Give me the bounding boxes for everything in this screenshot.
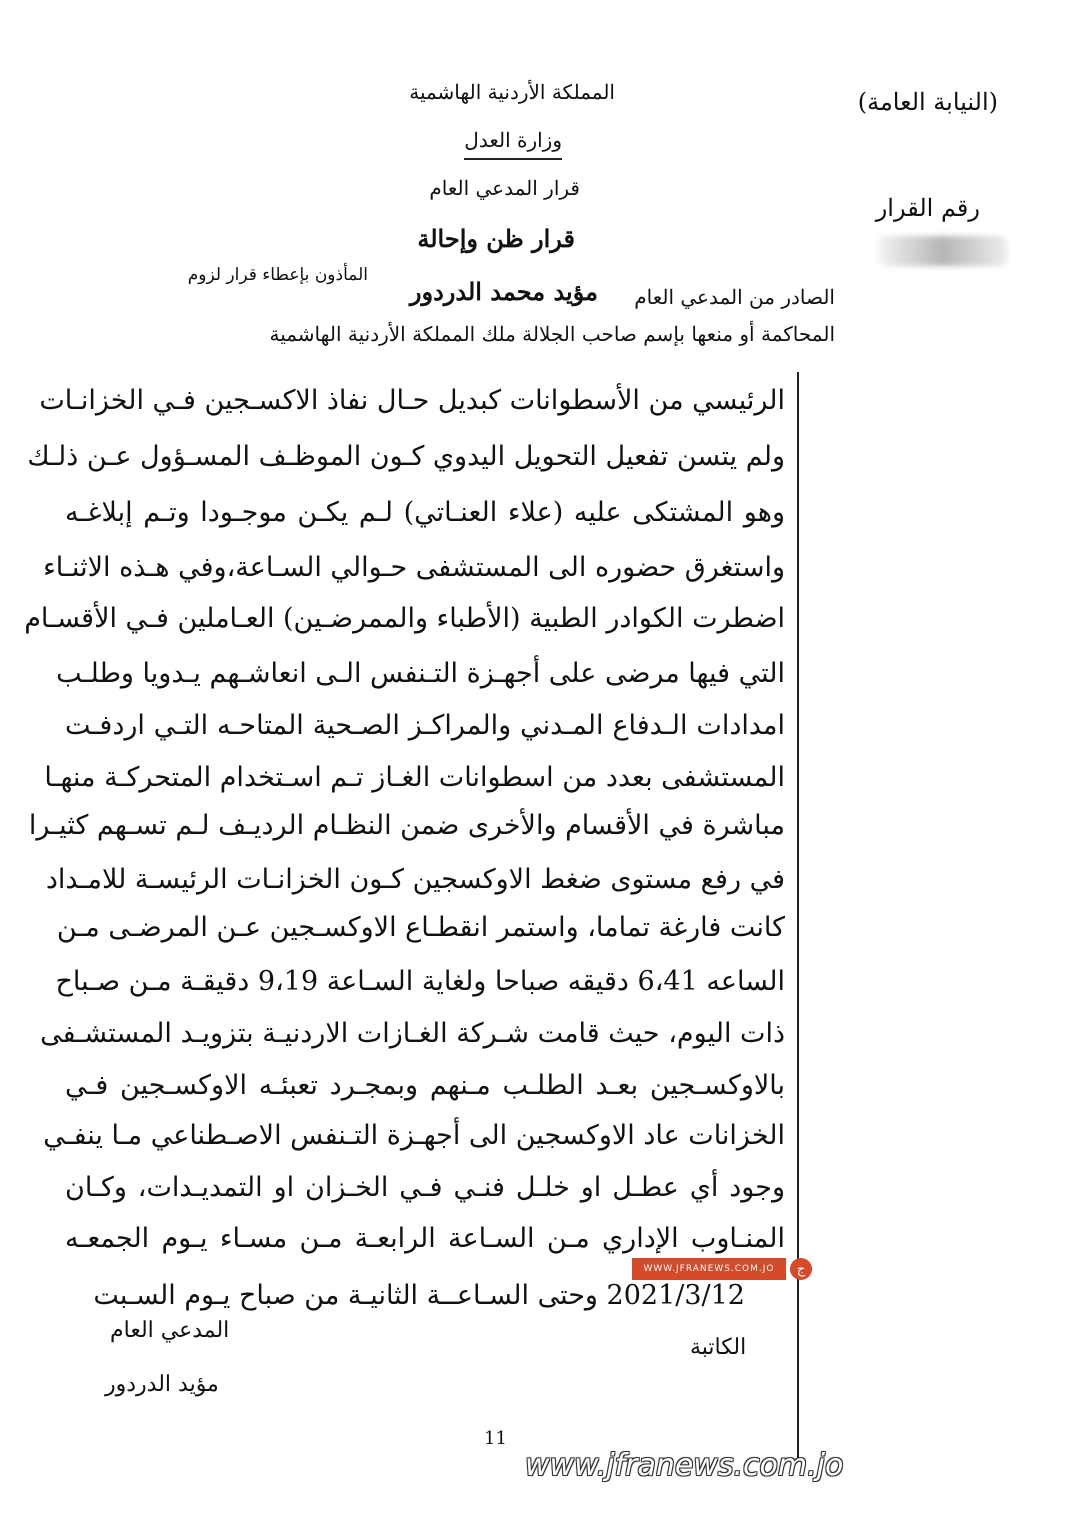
decision-number-label: رقم القرار (875, 194, 980, 222)
body-line: كانت فارغة تماما، واستمر انقطـاع الاوكسـجين عـن المرضـى مـن (56, 912, 785, 943)
signature-prosecutor-name: مؤيد الدردور (105, 1372, 219, 1397)
page-number: 11 (484, 1428, 507, 1449)
department-label: (النيابة العامة) (857, 88, 998, 116)
clerk-label: الكاتبة (690, 1335, 747, 1360)
body-line: ولم يتسن تفعيل التحويل اليدوي كـون الموظـف المسـؤول عـن ذلـك (27, 441, 785, 472)
prosecutor-name: مؤيد محمد الدردور (409, 277, 598, 306)
jfranews-logo-icon: ج (790, 1258, 812, 1280)
redacted-decision-number (878, 236, 1008, 266)
body-line: واستغرق حضوره الى المستشفى حـوالي السـاعة،وفي هـذه الاثنـاء (43, 552, 785, 583)
margin-line (797, 372, 799, 1462)
issued-by-label: الصادر من المدعي العام (634, 285, 835, 309)
body-line: ذات اليوم، حيث قامت شـركة الغـازات الاردنيـة بتزويـد المستشـفى (40, 1018, 785, 1049)
body-line: مباشرة في الأقسام والأخرى ضمن النظـام الرديـف لـم تسـهم كثيـرا (28, 810, 785, 841)
body-line: امدادات الـدفاع المـدني والمراكـز الصـحية المتاحـه التـي اردفـت (65, 710, 785, 741)
kingdom-name: المملكة الأردنية الهاشمية (409, 80, 615, 104)
authorized-text: المأذون بإعطاء قرار لزوم (187, 265, 368, 285)
body-line: التي فيها مرضى على أجهـزة التـنفس الـى انعاشـهم يـدويا وطلـب (56, 658, 785, 689)
watermark-stamp (632, 1254, 812, 1284)
watermark-stamp-text: WWW.JFRANEWS.COM.JO (632, 1258, 786, 1280)
authorized-text-line2: المحاكمة أو منعها بإسم صاحب الجلالة ملك المملكة الأردنية الهاشمية (269, 322, 835, 346)
body-line: وجود أي عطـل او خلـل فنـي فـي الخـزان او التمديـدات، وكـان (65, 1172, 785, 1203)
ministry-name: وزارة العدل (464, 128, 562, 160)
body-line: الساعه 6،41 دقيقه صباحا ولغاية السـاعة 9،19 دقيقـة مـن صـباح (55, 966, 785, 997)
body-line: بالاوكسـجين بعـد الطلـب مـنهم وبمجـرد تعبئـه الاوكسـجين فـي (65, 1070, 785, 1101)
body-line: في رفع مستوى ضغط الاوكسجين كـون الخزانـات الرئيسـة للامـداد (45, 864, 785, 895)
watermark-url: www.jfranews.com.jo (525, 1448, 844, 1483)
body-line: الرئيسي من الأسطوانات كبديل حـال نفاذ الاكسـجين فـي الخزانـات (39, 385, 785, 416)
body-line: اضطرت الكوادر الطبية (الأطباء والممرضـين) العـاملين فـي الأقسـام (24, 603, 785, 634)
body-line: 2021/3/12 وحتى السـاعــة الثانيـة من صباح يـوم السـبت (93, 1280, 745, 1311)
decision-type: قرار المدعي العام (429, 176, 580, 200)
signature-prosecutor-title: المدعي العام (110, 1318, 230, 1343)
body-line: وهو المشتكى عليه (علاء العنـاتي) لـم يكـن موجـودا وتـم إبلاغـه (65, 497, 785, 528)
body-line: المستشفى بعدد من اسطوانات الغـاز تـم اسـتخدام المتحركـة منهـا (44, 762, 785, 793)
body-line: المنـاوب الإداري مـن السـاعة الرابعـة مـن مسـاء يـوم الجمعـه (65, 1223, 785, 1254)
document-title: قرار ظن وإحالة (417, 224, 575, 253)
body-line: الخزانات عاد الاوكسجين الى أجهـزة التـنفس الاصـطناعي مـا ينفـي (43, 1120, 785, 1151)
